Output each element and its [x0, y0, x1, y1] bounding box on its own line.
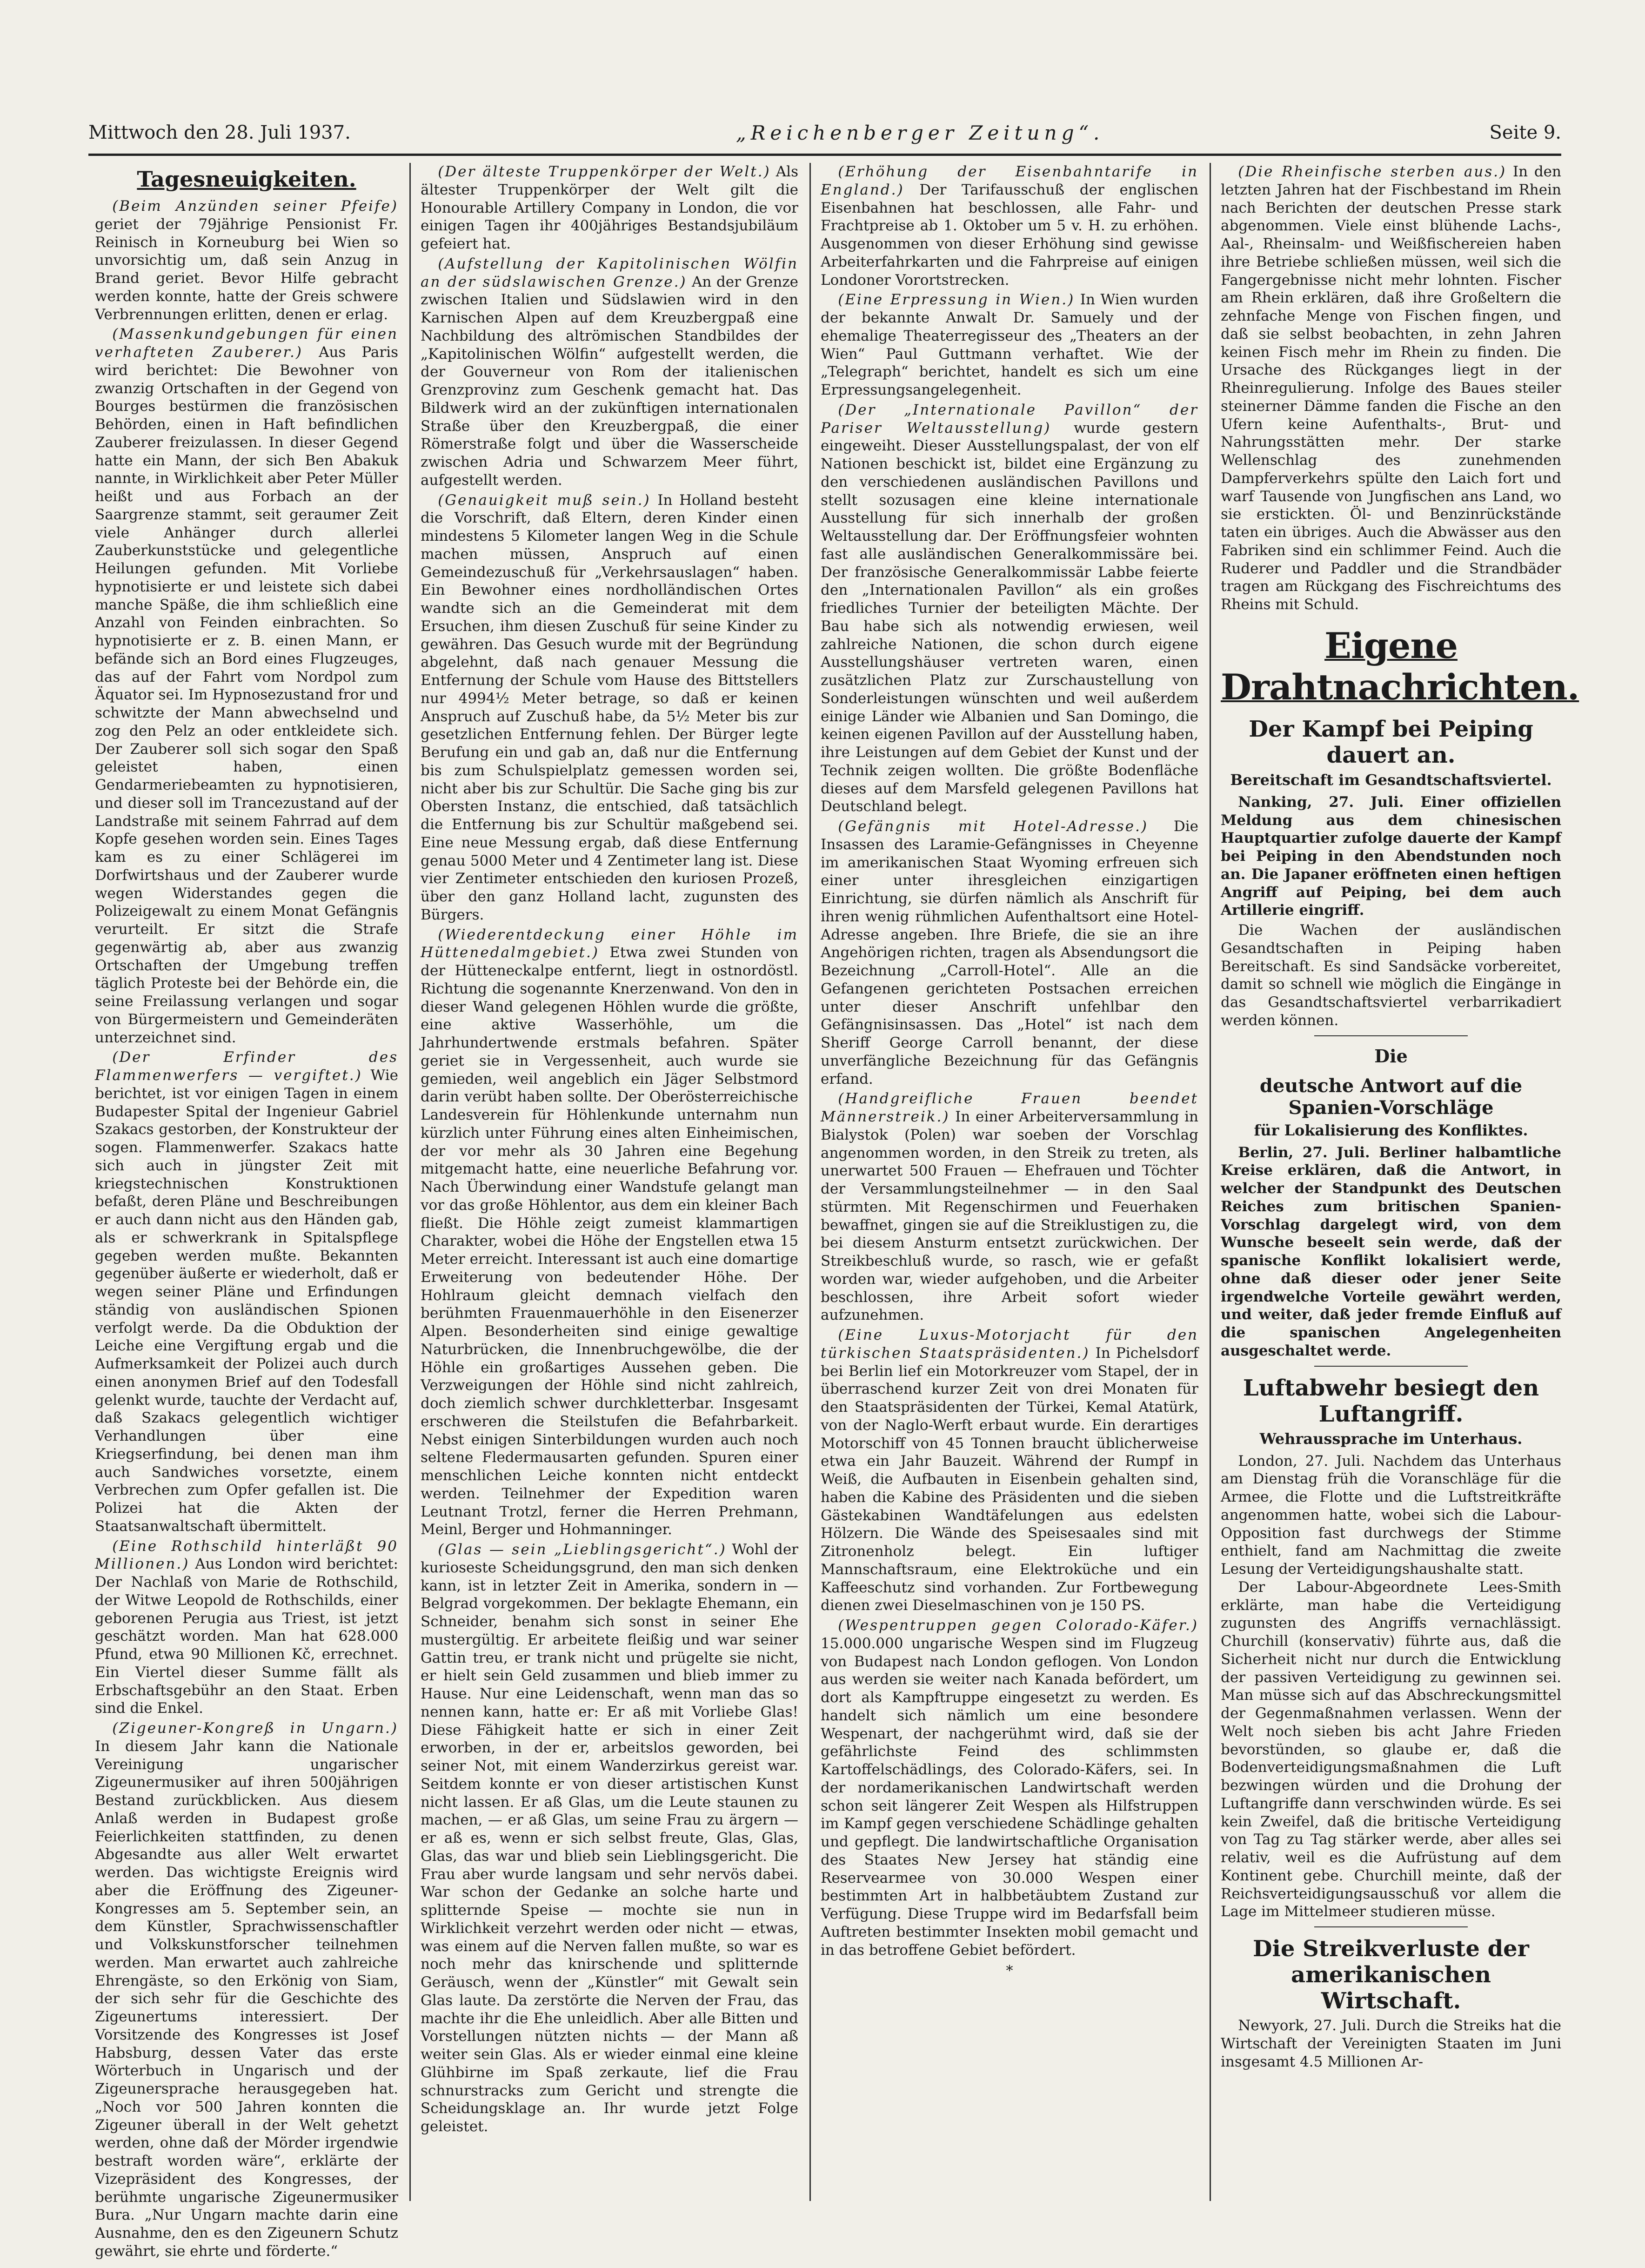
- section-heading-wire-news: Eigene Drahtnachrichten.: [1221, 624, 1579, 708]
- subhead-peiping: Bereitschaft im Gesandtschaftsviertel.: [1230, 771, 1552, 789]
- article-lead: (Wiederentdeckung einer Höhle im Hüttenedalmgebiet.): [421, 926, 798, 961]
- paragraph: Newyork, 27. Juli. Durch die Streiks hat die Wirtschaft der Vereinigten Staaten im Juni insgesamt 4.5 Millionen Ar-: [1221, 2017, 1561, 2070]
- column-divider: [409, 163, 411, 2201]
- article: [421, 1541, 798, 2136]
- article: [421, 491, 798, 924]
- article: [821, 1090, 1198, 1324]
- article-lead: (Der Erfinder des Flammenwerfers — vergiftet.): [95, 1049, 398, 1084]
- article-lead: (Erhöhung der Eisenbahntarife in England.): [821, 163, 1198, 198]
- article-lead: (Glas — sein „Lieblingsgericht“.): [438, 1541, 727, 1558]
- article: [821, 818, 1198, 1088]
- article: [421, 255, 798, 490]
- column-divider: [1210, 163, 1211, 2201]
- article-text: geriet der 79jährige Pensionist Fr. Reinisch in Korneuburg bei Wien so unvorsichtig um, daß sein Anzug in Brand geriet. Bevor Hilfe gebracht werden konnte, hatte der Greis schwere Verbrennungen erlitten, denen er erlag.: [95, 215, 398, 323]
- article-text: In Wien wurden der bekannte Anwalt Dr. Samuely und der ehemalige Theaterregisseur des „Theaters an der Wien“ Paul Guttmann verhaftet. Wie der „Telegraph“ berichtet, handelt es sich um eine Erpressungsangelegenheit.: [821, 291, 1199, 398]
- article-lead: (Eine Rothschild hinterläßt 90 Millionen.): [95, 1537, 398, 1573]
- header-date: Mittwoch den 28. Juli 1937.: [88, 122, 351, 143]
- article: [95, 1537, 398, 1718]
- article-text: In einer Arbeiterversammlung in Bialystok (Polen) war soeben der Vorschlag angenommen worden, in den Streik zu treten, als unerwartet 500 Frauen — Ehefrauen und Töchter der Versammlungsteilnehmer — in den Saal stürmten. Mit Regenschirmen und Feuerhaken bewaffnet, gingen sie auf die Streiklustigen zu, die bei diesem Ansturm entsetzt zurückwichen. Der Streikbeschluß wurde, so rasch, wie er gefaßt worden war, wieder aufgehoben, und die Arbeiter beschlossen, ihre Arbeit sofort wieder aufzunehmen.: [821, 1108, 1198, 1324]
- article: [821, 1326, 1198, 1615]
- article-strikes: [1221, 2017, 1561, 2071]
- article-text: Wie berichtet, ist vor einigen Tagen in einem Budapester Spital der Ingenieur Gabriel Szakacs gestorben, der Konstrukteur der sogen. Flammenwerfer. Szakacs hatte sich auch in jüngster Zeit mit kriegstechnischen Konstruktionen befaßt, deren Pläne und Beschreibungen er auch dann nicht aus den Händen gab, als er schwerkrank in Spitalspflege gegeben werden mußte. Bekannten gegenüber äußerte er wiederholt, daß er wegen seiner Pläne und Erfindungen ständig von ausländischen Spionen verfolgt werde. Da die Obduktion der Leiche eine Vergiftung ergab und die Aufmerksamkeit der Polizei auch durch einen anonymen Brief auf den Todesfall gelenkt wurde, tauchte der Verdacht auf, daß Szakacs gelegentlich wichtiger Verhandlungen über eine Kriegserfindung, bei denen man ihm auch Sandwiches vorsetzte, einem Verbrechen zum Opfer gefallen ist. Die Polizei hat die Akten der Staatsanwaltschaft übermittelt.: [95, 1067, 398, 1535]
- paragraph: Berlin, 27. Juli. Berliner halbamtliche Kreise erklären, daß die Antwort, in welcher der Standpunkt des Deutschen Reiches zum britischen Spanien-Vorschlag dargelegt wird, von dem Wunsche beseelt sein werde, daß der spanische Konflikt lokalisiert werde, ohne daß dieser oder jener Seite irgendwelche Vorteile gewährt werden, und weiter, daß jeder fremde Einfluß auf die spanischen Angelegenheiten ausgeschaltet werde.: [1221, 1144, 1561, 1359]
- article-text: 15.000.000 ungarische Wespen sind im Flugzeug von Budapest nach London geflogen. Von London aus werden sie weiter nach Kanada befördert, um dort als Kampftruppe eingesetzt zu werden. Es handelt sich nämlich um eine besondere Wespenart, der nachgerühmt wird, daß sie der gefährlichste Feind des schlimmsten Kartoffelschädlings, des Colorado-Käfers, sei. In der nordamerikanischen Landwirtschaft werden schon seit längerer Zeit Wespen als Hilfstruppen im Kampf gegen verschiedene Schädlinge gehalten und gepflegt. Die landwirtschaftliche Organisation des Staates New Jersey hat ständig eine Reservearmee von 30.000 Wespen einer bestimmten Art in halbbetäubtem Zustand zur Verfügung. Diese Truppe wird im Bedarfsfall beim Auftreten bestimmter Insekten mobil gemacht und in das betroffene Gebiet befördert.: [821, 1635, 1198, 1959]
- subhead-spain: für Lokalisierung des Konfliktes.: [1254, 1121, 1528, 1139]
- article-text: Aus London wird berichtet: Der Nachlaß von Marie de Rothschild, der Witwe Leopold de Rothschilds, einer geborenen Perugia aus Triest, ist jetzt geschätzt worden. Man hat 628.000 Pfund, etwa 90 Millionen Kč, errechnet. Ein Viertel dieser Summe fällt als Erbschaftsgebühr an den Staat. Erben sind die Enkel.: [95, 1556, 398, 1717]
- paragraph: Nanking, 27. Juli. Einer offiziellen Meldung aus dem chinesischen Hauptquartier zufolge dauerte der Kampf bei Peiping in den Abendstunden noch an. Die Japaner eröffneten einen heftigen Angriff auf Peiping, bei dem auch Artillerie eingriff.: [1221, 793, 1561, 919]
- article-air-defense: [1221, 1452, 1561, 1921]
- separator: [1314, 1926, 1467, 1927]
- headline-air-defense: Luftabwehr besiegt den Luftangriff.: [1243, 1375, 1539, 1427]
- article-lead: (Die Rheinfische sterben aus.): [1238, 163, 1507, 180]
- article: [95, 197, 398, 323]
- article-lead: (Der älteste Truppenkörper der Welt.): [438, 163, 771, 180]
- article: [821, 1617, 1198, 1959]
- article-text: Etwa zwei Stunden von der Hütteneckalpe entfernt, liegt in ostnordöstl. Richtung die sogenannte Knerzenwand. Von den in dieser Wand gelegenen Höhlen wurde die größte, eine aktive Wasserhöhle, um die Jahrhundertwende erstmals befahren. Später geriet sie in Vergessenheit, auch wurde sie gemieden, weil angeblich ein Jäger Selbstmord darin verübt haben sollte. Der Oberösterreichische Landesverein für Höhlenkunde unternahm nun kürzlich unter Führung eines alten Einheimischen, der vor mehr als 30 Jahren eine Begehung mitgemacht hatte, eine neuerliche Befahrung vor. Nach Überwindung einer Wandstufe gelangt man vor das große Höhlentor, aus dem ein kleiner Bach fließt. Die Höhle zeigt zumeist klammartigen Charakter, wobei die Höhe der Engstellen etwa 15 Meter erreicht. Interessant ist auch eine domartige Erweiterung von bedeutender Höhe. Der Hohlraum gleicht demnach vielfach den berühmten Frauenmauerhöhle in den Eisenerzer Alpen. Besonderheiten sind einige gewaltige Naturbrücken, die Innenbruchgewölbe, die der Höhle ein großartiges Aussehen geben. Die Verzweigungen der Höhle sind nicht zahlreich, doch ziemlich schwer durchkletterbar. Insgesamt erschweren die Steilstufen die Befahrbarkeit. Nebst einigen Sinterbildungen wurden auch noch seltene Fledermausarten gefunden. Spuren einer menschlichen Leiche konnten nicht entdeckt werden. Teilnehmer der Expedition waren Leutnant Trotzl, ferner die Herren Prehmann, Meinl, Berger und Hohmanninger.: [421, 944, 799, 1538]
- article: [421, 926, 798, 1539]
- article-text: In diesem Jahr kann die Nationale Vereinigung ungarischer Zigeunermusiker auf ihren 500jährigen Bestand zurückblicken. Aus diesem Anlaß werden in Budapest große Feierlichkeiten stattfinden, zu denen Abgesandte aus aller Welt erwartet werden. Das wichtigste Ereignis wird aber die Eröffnung des Zigeuner-Kongresses am 5. September sein, an dem Künstler, Sprachwissenschaftler und Volkskunstforscher teilnehmen werden. Man erwartet auch zahlreiche Ehrengäste, so den Erkönig von Siam, der sich sehr für die Geschichte des Zigeunertums interessiert. Der Vorsitzende des Kongresses ist Josef Habsburg, dessen Vater das erste Wörterbuch in Ungarisch und der Zigeunersprache herausgegeben hat. „Noch vor 500 Jahren konnten die Zigeuner überall in der Welt gehetzt werden, ohne daß der Mörder irgendwie bestraft worden wäre“, erklärte der Vizepräsident des Kongresses, der berühmte ungarische Zigeunermusiker Bura. „Nur Ungarn machte darin eine Ausnahme, den es den Zigeunern Schutz gewährt, sie ehrte und förderte.“: [95, 1738, 398, 2260]
- article-lead: (Handgreifliche Frauen beendet Männerstreik.): [821, 1090, 1198, 1125]
- article: [1221, 163, 1561, 614]
- header-page-number: Seite 9.: [1489, 122, 1561, 143]
- column-1: [88, 163, 405, 2260]
- article-peiping: [1221, 793, 1561, 919]
- header-masthead: „Reichenberger Zeitung“.: [736, 121, 1104, 144]
- article-text: An der Grenze zwischen Italien und Südslawien wird in den Karnischen Alpen auf dem Kreuzbergpaß eine Nachbildung des altrömischen Standbildes der „Kapitolinischen Wölfin“ aufgestellt werden, die der Gouverneur von Rom der italienischen Grenzprovinz zum Geschenk gemacht hat. Das Bildwerk wird an der zukünftigen internationalen Straße über den Kreuzbergpaß, die einer Römerstraße folgt und über die Wasserscheide zwischen Adria und Schwarzem Meer führt, aufgestellt werden.: [421, 273, 798, 489]
- article-lead: (Aufstellung der Kapitolinischen Wölfin an der südslawischen Grenze.): [421, 255, 798, 290]
- article: [95, 325, 398, 1047]
- article-lead: (Der „Internationale Pavillon“ der Pariser Weltausstellung): [821, 401, 1198, 436]
- article-text: Die Insassen des Laramie-Gefängnisses in Cheyenne im amerikanischen Staat Wyoming erfreuen sich einer unter ihresgleichen einzigartigen Einrichtung, sie dürfen nämlich als Anschrift für ihren wenig rühmlichen Aufenthaltsort eine Hotel-Adresse angeben. Ihre Briefe, die sie an ihre Angehörigen richten, tragen als Absendungsort die Bezeichnung „Carroll-Hotel“. Alle an die Gefangenen gerichteten Postsachen erreichen unter dieser Anschrift unfehlbar den Gefängnisinsassen. Das „Hotel“ ist nach dem Sheriff George Carroll benannt, der diese unverfängliche Bezeichnung für das Gefängnis erfand.: [821, 818, 1198, 1087]
- headline-article-word: Die: [1374, 1045, 1408, 1067]
- article: [821, 291, 1198, 399]
- article-lead: (Genauigkeit muß sein.): [438, 491, 651, 509]
- headline-spain: deutsche Antwort auf die Spanien-Vorschläge: [1259, 1074, 1523, 1119]
- article-lead: (Wespentruppen gegen Colorado-Käfer.): [838, 1617, 1198, 1634]
- column-divider: [809, 163, 811, 2201]
- article-text: Als ältester Truppenkörper der Welt gilt die Honourable Artillery Company in London, die vor einigen Tagen ihr 400jähriges Bestandsjubiläum gefeiert hat.: [421, 163, 799, 252]
- page-header: [88, 116, 1561, 149]
- paragraph: London, 27. Juli. Nachdem das Unterhaus am Dienstag früh die Voranschläge für die Armee, die Flotte und die Luftstreitkräfte angenommen hatte, wobei sich die Labour-Opposition fast durchwegs der Stimme enthielt, fand am Nachmittag die zweite Lesung der Verteidigungshaushalte statt.: [1221, 1452, 1561, 1577]
- article-spain: [1221, 1144, 1561, 1360]
- article-text: In Pichelsdorf bei Berlin lief ein Motorkreuzer vom Stapel, der in überraschend kurzer Zeit von drei Monaten für den Staatspräsidenten der Türkei, Kemal Atatürk, von der Naglo-Werft erbaut wurde. Ein derartiges Motorschiff von 45 Tonnen braucht üblicherweise etwa ein Jahr Bauzeit. Während der Rumpf in Weiß, die Aufbauten in Eisenbein gehalten sind, haben die Kabine des Präsidenten und die sieben Gästekabinen Wandtäfelungen aus edelsten Hölzern. Die Wände des Speisesaales sind mit Zitronenholz belegt. Ein luftiger Mannschaftsraum, eine Elektroküche und ein Kaffeeschutz sind vorhanden. Zur Fortbewegung dienen zwei Dieselmaschinen von je 150 PS.: [821, 1344, 1198, 1614]
- article-text: Der Tarifausschuß der englischen Eisenbahnen hat beschlossen, alle Fahr- und Frachtpreise ab 1. Oktober um 5 v. H. zu erhöhen. Ausgenommen von dieser Erhöhung sind gewisse Arbeiterfahrkarten und die Fahrpreise auf einigen Londoner Vorortstrecken.: [821, 181, 1198, 289]
- article-lead: (Eine Luxus-Motorjacht für den türkischen Staatspräsidenten.): [821, 1327, 1198, 1362]
- article-text: Wohl der kurioseste Scheidungsgrund, den man sich denken kann, ist in letzter Zeit in Amerika, sondern in — Belgrad vorgekommen. Der beklagte Ehemann, ein Schneider, benahm sich sonst in seiner Ehe mustergültig. Er arbeitete fleißig und war seiner Gattin treu, er trank nicht und prügelte sie nicht, er hielt sein Geld zusammen und blieb immer zu Hause. Nur eine Leidenschaft, wenn man das so nennen kann, hatte er: Er aß mit Vorliebe Glas! Diese Fähigkeit hatte er sich in einer Zeit erworben, in der er, arbeitslos geworden, bei seiner Not, mit einem Wanderzirkus gereist war. Seitdem konnte er von dieser artistischen Kunst nicht lassen. Er aß Glas, um die Leute staunen zu machen, — er aß Glas, um seine Frau zu ärgern — er aß es, wenn er sich selbst freute, Glas, Glas, Glas, das war und blieb sein Lieblingsgericht. Die Frau aber wurde langsam und sehr nervös dabei. War schon der Gedanke an solche harte und splitternde Speise — mochte sie nun in Wirklichkeit verzehrt werden oder nicht — etwas, was einem auf die Nerven fallen mußte, so war es noch mehr das knirschende und splitternde Geräusch, wenn der „Künstler“ mit Gewalt sein Glas laute. Da zerstörte die Nerven der Frau, das machte ihr die Ehe unleidlich. Aber alle Bitten und Vorstellungen nützten nichts — der Mann aß weiter sein Glas. Als er wieder einmal eine kleine Glühbirne im Spaß zerkaute, lief die Frau schnurstracks zum Gericht und strengte die Scheidungsklage an. Ihr wurde jetzt Folge geleistet.: [421, 1541, 798, 2135]
- paragraph: Die Wachen der ausländischen Gesandtschaften in Peiping haben Bereitschaft. Es sind Sandsäcke vorbereitet, damit so schnell wie möglich die Eingänge in das Gesandtschaftsviertel verbarrikadiert werden können.: [1221, 922, 1561, 1029]
- section-heading: Tagesneuigkeiten.: [137, 167, 356, 192]
- article: [421, 163, 798, 253]
- article-text: wurde gestern eingeweiht. Dieser Ausstellungspalast, der von elf Nationen beschickt ist, bildet eine Ergänzung zu den verschiedenen ausländischen Pavillons und stellt sozusagen eine kleine internationale Ausstellung für sich innerhalb der großen Weltausstellung dar. Der Eröffnungsfeier wohnten fast alle ausländischen Generalkommissäre bei. Der französische Generalkommissär Labbe feierte den „Internationalen Pavillon“ als ein großes friedliches Turnier der beteiligten Mächte. Der Bau habe sich als notwendig erwiesen, weil zahlreiche Nationen, die schon durch eigene Ausstellungshäuser vertreten waren, einen zusätzlichen Platz zur Zurschaustellung von Sonderleistungen wünschten und weil außerdem einige Länder wie Albanien und San Domingo, die keinen eigenen Pavillon auf der Ausstellung haben, ihre Leistungen auf dem Gebiet der Kunst und der Technik zeigen wollten. Die größte Bodenfläche dieses auf dem Marsfeld gelegenen Pavillons hat Deutschland belegt.: [821, 419, 1198, 815]
- subhead-air-defense: Wehraussprache im Unterhaus.: [1259, 1429, 1523, 1448]
- article-text: Aus Paris wird berichtet: Die Bewohner von zwanzig Ortschaften in der Gegend von Bourges bestürmen die französischen Behörden, einen in Haft befindlichen Zauberer freizulassen. In dieser Gegend hatte ein Mann, der sich Ben Abakuk nannte, in Wirklichkeit aber Peter Müller heißt und aus Forbach an der Saargrenze stammt, seit geraumer Zeit viele Anhänger durch allerlei Zauberkunststücke und gelegentliche Heilungen gefunden. Mit Vorliebe hypnotisierte er und leistete sich dabei manche Späße, die ihm schließlich eine Anzahl von Feinden einbrachten. So hypnotisierte er z. B. einen Mann, er befände sich an Bord eines Flugzeuges, das auf der Fahrt vom Nordpol zum Äquator sei. Im Hypnosezustand fror und schwitzte der Mann abwechselnd und zog den Pelz an oder entkleidete sich. Der Zauberer soll sich sogar den Spaß geleistet haben, einen Gendarmeriebeamten zu hypnotisieren, und dieser soll im Trancezustand auf der Landstraße mit seinem Fahrrad auf dem Kopfe gesehen worden sein. Eines Tages kam es zu einer Schlägerei im Dorfwirtshaus und der Zauberer wurde wegen Widerstandes gegen die Polizeigewalt zu einem Monat Gefängnis verurteilt. Er sitzt die Strafe gegenwärtig ab, aber aus zwanzig Ortschaften der Umgebung treffen täglich Proteste bei der Behörde ein, die seine Freilassung verlangen und sogar von Bürgermeistern und Gemeinderäten unterzeichnet sind.: [95, 344, 398, 1046]
- separator: [1314, 1366, 1467, 1367]
- column-2: [414, 163, 805, 2201]
- header-rule: [88, 154, 1561, 156]
- column-3: [814, 163, 1205, 2201]
- footer-ornament: *: [1006, 1963, 1013, 1979]
- article-lead: (Eine Erpressung in Wien.): [838, 291, 1075, 309]
- article-text: In Holland besteht die Vorschrift, daß Eltern, deren Kinder einen mindestens 5 Kilometer langen Weg in die Schule machen müssen, Anspruch auf einen Gemeindezuschuß für „Verkehrsauslagen“ haben. Ein Bewohner eines nordholländischen Ortes wandte sich an die Gemeinderat mit dem Ersuchen, ihm diesen Zuschuß für seine Kinder zu gewähren. Das Gesuch wurde mit der Begründung abgelehnt, daß nach genauer Messung die Entfernung der Schule vom Hause des Bittstellers nur 4994½ Meter betrage, so daß er keinen Anspruch auf Zuschuß habe, da 5½ Meter bis zur gesetzlichen Entfernung fehlen. Der Bürger legte Berufung ein und gab an, daß nur die Entfernung bis zum Schulspielplatz gemessen worden sei, nicht aber bis zur Schultür. Die Sache ging bis zur Obersten Instanz, die entschied, daß tatsächlich die Entfernung bis zur Schultür maßgebend sei. Eine neue Messung ergab, daß diese Entfernung genau 5000 Meter und 4 Zentimeter lang ist. Diese vier Zentimeter entschieden den kuriosen Prozeß, über den ganz Holland lacht, zugunsten des Bürgers.: [421, 491, 798, 923]
- article-lead: (Beim Anzünden seiner Pfeife): [112, 198, 398, 215]
- article-text: In den letzten Jahren hat der Fischbestand im Rhein nach Berichten der deutschen Presse stark abgenommen. Viele einst blühende Lachs-, Aal-, Rheinsalm- und Weißfischereien haben ihre Betriebe schließen müssen, weil sich die Fangergebnisse nicht mehr lohnten. Fischer am Rhein erklären, daß ihre Großeltern die zehnfache Menge von Fischen fingen, und daß sie selbst beobachten, in zehn Jahren keinen Fisch mehr im Rhein zu finden. Die Ursache des Rückganges liegt in der Rheinregulierung. Infolge des Baues steiler steinerner Dämme fanden die Fische an den Ufern keine Aufenthalts-, Brut- und Nahrungsstätten mehr. Der starke Wellenschlag des zunehmenden Dampferverkehrs spülte den Laich fort und warf Tausende von Jungfischen ans Land, wo sie erstickten. Öl- und Benzinrückstände taten ein übriges. Auch die Abwässer aus den Fabriken sind ein schlimmer Feind. Auch die Ruderer und Paddler und die Strandbäder tragen am Rückgang des Fischreichtums des Rheins mit Schuld.: [1221, 163, 1561, 613]
- article-lead: (Zigeuner-Kongreß in Ungarn.): [112, 1720, 398, 1737]
- article: [95, 1048, 398, 1535]
- article: [95, 1719, 398, 2261]
- headline-peiping: Der Kampf bei Peiping dauert an.: [1249, 716, 1533, 768]
- separator: [1314, 1035, 1467, 1036]
- article-lead: (Massenkundgebungen für einen verhafteten Zauberer.): [95, 326, 398, 361]
- column-4: [1214, 163, 1579, 2201]
- paragraph: Der Labour-Abgeordnete Lees-Smith erklärte, man habe die Verteidigung zugunsten des Angriffs vernachlässigt. Churchill (konservativ) führte aus, daß die Sicherheit nicht nur durch die Entwicklung der passiven Verteidigung zu gewinnen sei. Man müsse sich auf das Abschreckungsmittel der Gegenmaßnahmen verlassen. Wenn der Welt noch sieben bis acht Jahre Frieden bevorstünden, so glaube er, daß die Bodenverteidigungsmaßnahmen die Luft bezwingen würden und die Drohung der Luftangriffe dann verschwinden würde. Es sei kein Zweifel, daß die britische Verteidigung von Tag zu Tag stärker werde, aber alles sei relativ, weil es die Aufrüstung auf dem Kontinent gebe. Churchill meinte, daß der Reichsverteidigungsausschuß vor allem die Lage im Mittelmeer studieren müsse.: [1221, 1578, 1561, 1920]
- article: [821, 401, 1198, 816]
- article: [821, 163, 1198, 289]
- article-lead: (Gefängnis mit Hotel-Adresse.): [838, 818, 1148, 835]
- headline-strikes: Die Streikverluste der amerikanischen Wirtschaft.: [1253, 1936, 1529, 2014]
- article-peiping-cont: [1221, 921, 1561, 1030]
